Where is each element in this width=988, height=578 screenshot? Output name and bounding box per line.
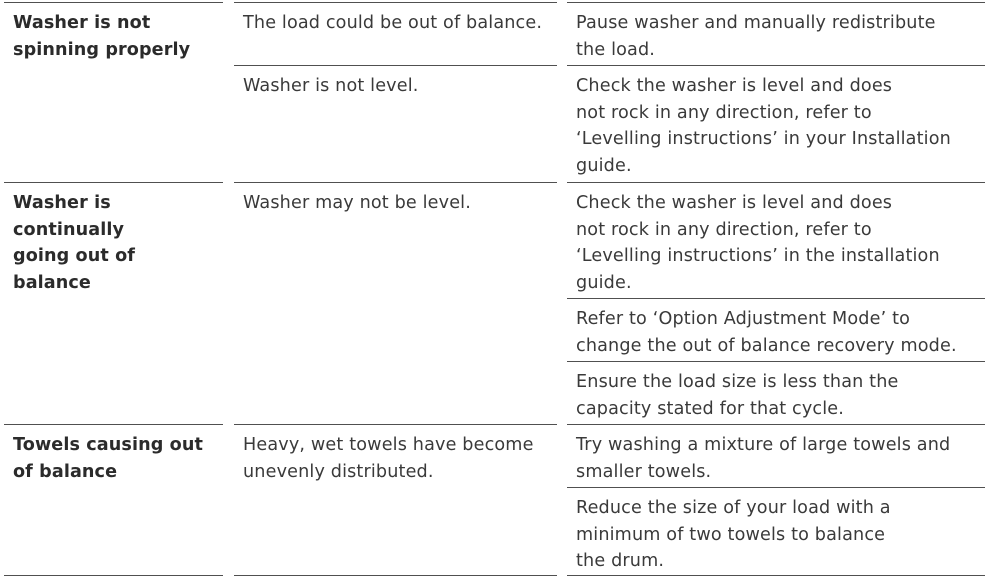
- table-bottom-rule: [4, 575, 223, 576]
- cause-cell: [234, 424, 557, 576]
- cause-text: Washer is not level.: [243, 76, 419, 96]
- solution-cell: [567, 182, 985, 298]
- solution-cell: [567, 65, 985, 182]
- cause-text: Washer may not be level.: [243, 193, 471, 213]
- solution-text: Ensure the load size is less than the capacity stated for that cycle.: [576, 372, 899, 419]
- table-bottom-rule: [234, 575, 557, 576]
- problem-cell: [4, 2, 223, 182]
- solution-cell: [567, 298, 985, 361]
- solution-text: Try washing a mixture of large towels and smaller towels.: [576, 435, 951, 482]
- solution-cell: [567, 361, 985, 424]
- cause-cell: [234, 2, 557, 65]
- problem-cell: [4, 424, 223, 576]
- cause-text: The load could be out of balance.: [243, 13, 543, 33]
- solution-cell: [567, 424, 985, 487]
- solution-cell: [567, 487, 985, 576]
- problem-text: Washer is not spinning properly: [13, 13, 191, 60]
- cause-cell: [234, 65, 557, 182]
- cause-text: Heavy, wet towels have become unevenly distributed.: [243, 435, 534, 482]
- table-bottom-rule: [567, 575, 985, 576]
- solution-text: Reduce the size of your load with a minimum of two towels to balance the drum.: [576, 498, 891, 572]
- cause-cell: [234, 182, 557, 424]
- solution-text: Pause washer and manually redistribute the load.: [576, 13, 936, 60]
- solution-text: Check the washer is level and does not rock in any direction, refer to ‘Levelling instructions’ in your Installation guide.: [576, 76, 951, 176]
- solution-text: Check the washer is level and does not rock in any direction, refer to ‘Levelling instructions’ in the installation guide.: [576, 193, 940, 293]
- problem-text: Washer is continually going out of balance: [13, 193, 136, 293]
- solution-text: Refer to ‘Option Adjustment Mode’ to change the out of balance recovery mode.: [576, 309, 957, 356]
- problem-cell: [4, 182, 223, 424]
- problem-text: Towels causing out of balance: [13, 435, 203, 482]
- solution-cell: [567, 2, 985, 65]
